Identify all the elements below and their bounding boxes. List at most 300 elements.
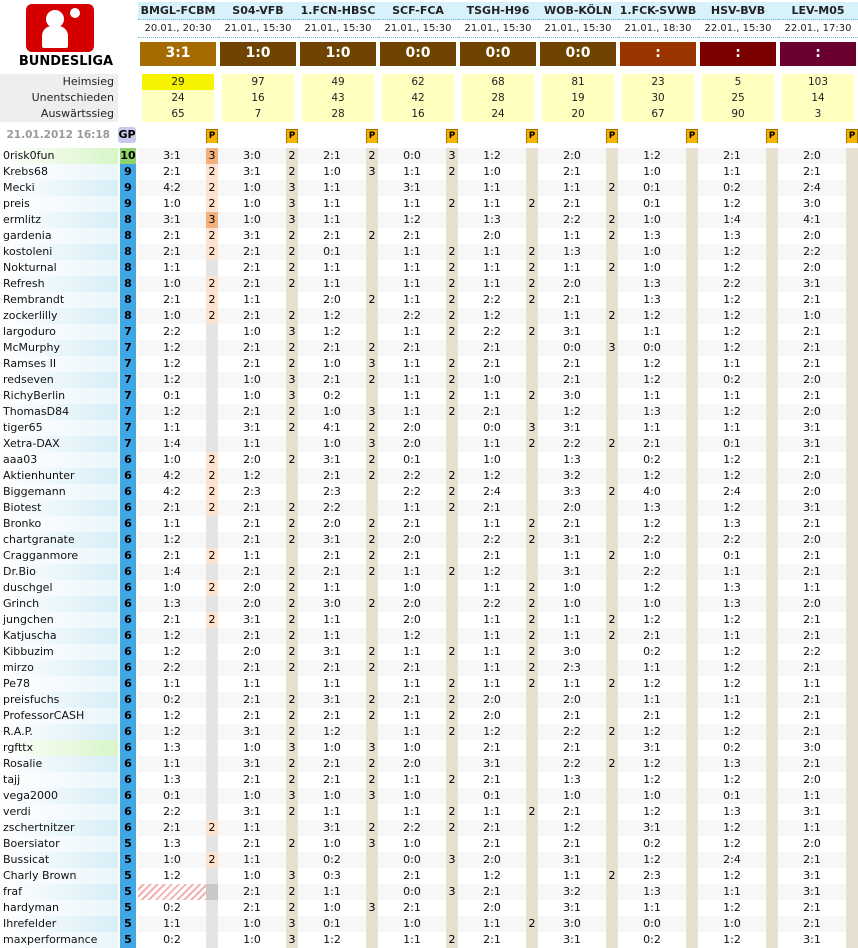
- game-stat: 20: [542, 106, 614, 122]
- player-name[interactable]: duschgel: [0, 580, 118, 596]
- player-points: 2: [366, 420, 378, 436]
- player-gp: 9: [120, 196, 136, 212]
- player-name[interactable]: largoduro: [0, 324, 118, 340]
- player-tip: 1:3: [138, 772, 206, 788]
- player-name[interactable]: aaa03: [0, 452, 118, 468]
- player-points: [206, 932, 218, 948]
- player-tip: 1:4: [138, 564, 206, 580]
- player-points: [846, 836, 858, 852]
- player-points: 2: [446, 708, 458, 724]
- game-stat: 24: [142, 90, 214, 106]
- player-name[interactable]: gardenia: [0, 228, 118, 244]
- player-tip: 2:2: [618, 564, 686, 580]
- player-points: 2: [606, 212, 618, 228]
- game-date: 21.01., 15:30: [298, 20, 378, 38]
- player-name[interactable]: zschertnitzer: [0, 820, 118, 836]
- player-tip: 2:1: [298, 708, 366, 724]
- player-tip: 1:1: [618, 692, 686, 708]
- player-points: 2: [526, 196, 538, 212]
- player-points: [686, 468, 698, 484]
- player-tip: 1:0: [378, 916, 446, 932]
- player-tip: 2:0: [378, 596, 446, 612]
- player-tip: 1:2: [698, 292, 766, 308]
- player-tip: 1:3: [698, 596, 766, 612]
- player-tip: 1:0: [218, 868, 286, 884]
- player-tip: 2:1: [458, 548, 526, 564]
- player-tip: 1:1: [458, 628, 526, 644]
- bundesliga-logo[interactable]: [16, 2, 116, 68]
- player-points: [686, 436, 698, 452]
- player-tip: 1:1: [378, 564, 446, 580]
- player-tip: 0:0: [378, 148, 446, 164]
- player-tip: 1:2: [138, 644, 206, 660]
- player-points: [846, 868, 858, 884]
- player-tip: 0:1: [138, 788, 206, 804]
- player-tip: 2:1: [778, 692, 846, 708]
- player-points: [686, 612, 698, 628]
- player-points: [766, 404, 778, 420]
- player-name[interactable]: Dr.Bio: [0, 564, 118, 580]
- player-points: [686, 532, 698, 548]
- player-name[interactable]: ermlitz: [0, 212, 118, 228]
- player-points: 2: [206, 292, 218, 308]
- player-points: 2: [606, 612, 618, 628]
- player-tip: 1:2: [698, 836, 766, 852]
- player-points: [846, 820, 858, 836]
- player-points: [766, 628, 778, 644]
- player-name[interactable]: Bronko: [0, 516, 118, 532]
- player-tip: 1:1: [458, 676, 526, 692]
- player-name[interactable]: Biggemann: [0, 484, 118, 500]
- player-points: [766, 676, 778, 692]
- player-tip: 3:2: [538, 468, 606, 484]
- player-points: 2: [286, 596, 298, 612]
- player-points: [686, 916, 698, 932]
- player-points: [686, 628, 698, 644]
- game-name: 1.FCN-HBSC: [298, 2, 378, 20]
- player-tip: 2:1: [778, 724, 846, 740]
- player-gp: 6: [120, 484, 136, 500]
- player-points: 2: [526, 388, 538, 404]
- player-points: [526, 356, 538, 372]
- player-tip: 1:1: [458, 196, 526, 212]
- player-tip: 2:1: [458, 836, 526, 852]
- player-points: 2: [206, 500, 218, 516]
- points-icon: P: [206, 129, 218, 143]
- player-tip: 1:1: [378, 676, 446, 692]
- player-gp: 6: [120, 564, 136, 580]
- player-points: [206, 404, 218, 420]
- player-name[interactable]: Mecki: [0, 180, 118, 196]
- player-name[interactable]: chartgranate: [0, 532, 118, 548]
- player-name[interactable]: hardyman: [0, 900, 118, 916]
- player-tip: 2:1: [458, 500, 526, 516]
- player-tip: 1:2: [138, 532, 206, 548]
- player-points: [686, 244, 698, 260]
- player-name[interactable]: 0risk0fun: [0, 148, 118, 164]
- player-gp: 7: [120, 356, 136, 372]
- player-points: [846, 596, 858, 612]
- player-name[interactable]: McMurphy: [0, 340, 118, 356]
- player-name[interactable]: Katjuscha: [0, 628, 118, 644]
- player-tip: 2:1: [378, 692, 446, 708]
- player-gp: 7: [120, 324, 136, 340]
- player-name[interactable]: Cragganmore: [0, 548, 118, 564]
- player-points: [846, 292, 858, 308]
- player-points: [766, 532, 778, 548]
- player-tip: 1:1: [458, 388, 526, 404]
- player-points: [526, 372, 538, 388]
- player-gp: 7: [120, 340, 136, 356]
- player-name[interactable]: Rembrandt: [0, 292, 118, 308]
- player-points: [286, 548, 298, 564]
- player-points: [446, 340, 458, 356]
- game-name: HSV-BVB: [698, 2, 778, 20]
- player-name[interactable]: tajj: [0, 772, 118, 788]
- game-stat: 25: [702, 90, 774, 106]
- player-points: 2: [206, 612, 218, 628]
- player-gp: 6: [120, 644, 136, 660]
- player-tip: 2:1: [458, 772, 526, 788]
- player-tip: 2:0: [218, 596, 286, 612]
- player-points: [286, 484, 298, 500]
- player-points: [766, 196, 778, 212]
- player-name[interactable]: maxperformance: [0, 932, 118, 948]
- player-tip: 1:4: [138, 436, 206, 452]
- player-points: 2: [446, 692, 458, 708]
- game-score: 0:0: [460, 42, 536, 66]
- player-tip: 1:1: [698, 628, 766, 644]
- player-points: [766, 276, 778, 292]
- player-name[interactable]: tiger65: [0, 420, 118, 436]
- player-tip: 2:1: [538, 356, 606, 372]
- player-name[interactable]: ThomasD84: [0, 404, 118, 420]
- player-tip: 0:0: [618, 340, 686, 356]
- player-tip: 1:1: [378, 804, 446, 820]
- player-points: [366, 244, 378, 260]
- player-tip: 1:1: [378, 644, 446, 660]
- player-points: [526, 740, 538, 756]
- player-points: 2: [526, 260, 538, 276]
- player-points: 2: [446, 676, 458, 692]
- player-tip: 4:0: [618, 484, 686, 500]
- player-tip: 2:0: [218, 580, 286, 596]
- player-name[interactable]: Pe78: [0, 676, 118, 692]
- player-name[interactable]: kostoleni: [0, 244, 118, 260]
- player-points: 3: [366, 900, 378, 916]
- player-points: [846, 148, 858, 164]
- player-points: [606, 372, 618, 388]
- player-gp: 6: [120, 708, 136, 724]
- player-points: [526, 452, 538, 468]
- player-tip: 2:1: [378, 516, 446, 532]
- player-name[interactable]: Boersiator: [0, 836, 118, 852]
- player-name[interactable]: R.A.P.: [0, 724, 118, 740]
- player-name[interactable]: ProfessorCASH: [0, 708, 118, 724]
- player-name[interactable]: Krebs68: [0, 164, 118, 180]
- player-points: 2: [526, 276, 538, 292]
- player-tip: 2:1: [778, 516, 846, 532]
- player-gp: 7: [120, 388, 136, 404]
- player-points: 2: [286, 884, 298, 900]
- player-tip: 1:1: [218, 852, 286, 868]
- player-points: 2: [606, 756, 618, 772]
- player-tip: 1:2: [378, 628, 446, 644]
- player-tip: 1:0: [218, 916, 286, 932]
- player-name[interactable]: verdi: [0, 804, 118, 820]
- player-tip: 1:1: [298, 884, 366, 900]
- game-stat: 29: [142, 74, 214, 90]
- player-gp: 6: [120, 628, 136, 644]
- player-tip: 4:2: [138, 180, 206, 196]
- player-tip: 3:1: [538, 420, 606, 436]
- player-points: 3: [206, 148, 218, 164]
- player-points: [446, 180, 458, 196]
- player-tip: 1:1: [378, 196, 446, 212]
- player-points: [766, 148, 778, 164]
- game-date: 21.01., 15:30: [218, 20, 298, 38]
- player-name[interactable]: jungchen: [0, 612, 118, 628]
- player-name[interactable]: Grinch: [0, 596, 118, 612]
- player-tip: 3:1: [778, 420, 846, 436]
- player-tip: 2:1: [218, 708, 286, 724]
- player-points: [286, 676, 298, 692]
- gp-header: GP: [118, 128, 136, 141]
- player-tip: 0:2: [618, 644, 686, 660]
- player-points: 2: [206, 852, 218, 868]
- player-tip: 1:1: [778, 820, 846, 836]
- player-points: [766, 644, 778, 660]
- player-tip: 2:1: [538, 292, 606, 308]
- player-tip: 3:0: [538, 388, 606, 404]
- player-name[interactable]: Nokturnal: [0, 260, 118, 276]
- player-points: [606, 292, 618, 308]
- player-tip: 1:3: [618, 276, 686, 292]
- player-points: 2: [206, 228, 218, 244]
- player-tip: 1:4: [698, 212, 766, 228]
- player-tip: 1:2: [538, 820, 606, 836]
- player-points: 2: [526, 804, 538, 820]
- player-tip: 1:1: [298, 260, 366, 276]
- player-tip: 2:2: [138, 804, 206, 820]
- player-tip: 0:1: [298, 244, 366, 260]
- player-name[interactable]: fraf: [0, 884, 118, 900]
- player-name[interactable]: mirzo: [0, 660, 118, 676]
- player-tip: 2:0: [378, 756, 446, 772]
- player-name[interactable]: RichyBerlin: [0, 388, 118, 404]
- game-stat: 49: [302, 74, 374, 90]
- player-points: [846, 420, 858, 436]
- player-points: [446, 532, 458, 548]
- player-name[interactable]: Ramses II: [0, 356, 118, 372]
- player-tip: 0:2: [698, 740, 766, 756]
- player-name[interactable]: Biotest: [0, 500, 118, 516]
- player-tip: 1:2: [138, 724, 206, 740]
- player-tip: 2:0: [778, 772, 846, 788]
- player-tip: 2:1: [298, 756, 366, 772]
- player-tip: 1:2: [698, 404, 766, 420]
- player-points: 2: [526, 660, 538, 676]
- player-tip: 1:1: [378, 372, 446, 388]
- player-name[interactable]: preis: [0, 196, 118, 212]
- player-points: [846, 676, 858, 692]
- player-points: 2: [606, 436, 618, 452]
- player-points: [526, 404, 538, 420]
- player-points: [206, 628, 218, 644]
- player-tip: 1:0: [458, 164, 526, 180]
- game-score: :: [780, 42, 856, 66]
- player-tip: 1:1: [298, 180, 366, 196]
- player-tip: 1:0: [138, 308, 206, 324]
- player-tip: 1:1: [698, 420, 766, 436]
- player-name[interactable]: Bussicat: [0, 852, 118, 868]
- player-points: 2: [606, 228, 618, 244]
- player-points: [446, 756, 458, 772]
- player-points: [846, 756, 858, 772]
- player-gp: 6: [120, 692, 136, 708]
- player-tip: 2:1: [538, 196, 606, 212]
- player-tip: 1:0: [298, 164, 366, 180]
- player-points: [526, 900, 538, 916]
- p-header: [606, 127, 618, 143]
- player-tip: 1:2: [458, 868, 526, 884]
- player-points: 2: [366, 516, 378, 532]
- game-stat: 43: [302, 90, 374, 106]
- player-tip: 2:1: [218, 356, 286, 372]
- player-tip: 0:0: [538, 340, 606, 356]
- player-points: [846, 436, 858, 452]
- game-stat: 81: [542, 74, 614, 90]
- player-tip: 1:2: [698, 724, 766, 740]
- game-score: :: [620, 42, 696, 66]
- player-points: [446, 212, 458, 228]
- player-points: [686, 676, 698, 692]
- player-points: [766, 756, 778, 772]
- player-tip: 2:2: [618, 532, 686, 548]
- game-score: 1:0: [220, 42, 296, 66]
- p-header: [846, 127, 858, 143]
- player-name[interactable]: Refresh: [0, 276, 118, 292]
- player-points: [686, 692, 698, 708]
- player-points: 2: [206, 164, 218, 180]
- player-tip: 2:1: [458, 820, 526, 836]
- player-tip: 0:1: [138, 388, 206, 404]
- player-points: 3: [446, 884, 458, 900]
- stat-label: Unentschieden: [31, 91, 114, 104]
- player-points: [606, 244, 618, 260]
- game-date: 22.01., 15:30: [698, 20, 778, 38]
- player-points: [606, 884, 618, 900]
- player-name[interactable]: zockerlilly: [0, 308, 118, 324]
- player-tip: 1:3: [618, 884, 686, 900]
- player-points: [526, 820, 538, 836]
- player-points: [446, 436, 458, 452]
- p-header: [526, 127, 538, 143]
- player-tip: 2:1: [218, 404, 286, 420]
- player-points: [446, 836, 458, 852]
- player-name[interactable]: Ihrefelder: [0, 916, 118, 932]
- game-stat: 62: [382, 74, 454, 90]
- player-name[interactable]: preisfuchs: [0, 692, 118, 708]
- player-points: 2: [606, 180, 618, 196]
- player-points: [846, 708, 858, 724]
- player-points: [206, 356, 218, 372]
- player-name[interactable]: vega2000: [0, 788, 118, 804]
- player-points: 2: [366, 340, 378, 356]
- points-icon: P: [686, 129, 698, 143]
- player-points: [206, 644, 218, 660]
- player-gp: 7: [120, 404, 136, 420]
- points-icon: P: [286, 129, 298, 143]
- player-name[interactable]: Charly Brown: [0, 868, 118, 884]
- player-points: 2: [286, 724, 298, 740]
- player-tip: 2:1: [778, 292, 846, 308]
- player-points: [686, 148, 698, 164]
- player-points: 2: [286, 660, 298, 676]
- player-points: [206, 420, 218, 436]
- player-tip: 1:2: [618, 356, 686, 372]
- player-tip: 2:1: [778, 564, 846, 580]
- player-gp: 6: [120, 788, 136, 804]
- player-tip: 3:1: [298, 692, 366, 708]
- player-tip: 2:0: [538, 692, 606, 708]
- player-tip: 3:0: [778, 196, 846, 212]
- player-name[interactable]: rgfttx: [0, 740, 118, 756]
- player-points: 2: [286, 836, 298, 852]
- player-tip: 2:1: [218, 340, 286, 356]
- player-gp: 6: [120, 548, 136, 564]
- player-points: [686, 420, 698, 436]
- points-icon: P: [526, 129, 538, 143]
- player-tip: 3:1: [218, 804, 286, 820]
- player-tip: 2:0: [458, 228, 526, 244]
- player-tip: 1:0: [298, 436, 366, 452]
- player-name[interactable]: Xetra-DAX: [0, 436, 118, 452]
- player-tip: 1:2: [538, 404, 606, 420]
- player-name[interactable]: redseven: [0, 372, 118, 388]
- player-tip: 1:1: [378, 244, 446, 260]
- player-points: 2: [526, 644, 538, 660]
- player-points: 2: [446, 276, 458, 292]
- player-gp: 6: [120, 804, 136, 820]
- player-tip: 1:1: [378, 260, 446, 276]
- player-tip: 1:1: [618, 324, 686, 340]
- player-tip: 2:1: [298, 772, 366, 788]
- player-gp: 8: [120, 228, 136, 244]
- player-tip: 1:1: [458, 436, 526, 452]
- player-name[interactable]: Aktienhunter: [0, 468, 118, 484]
- player-points: 2: [206, 196, 218, 212]
- player-points: [766, 436, 778, 452]
- stat-label: Auswärtssieg: [40, 107, 114, 120]
- player-name[interactable]: Rosalie: [0, 756, 118, 772]
- player-gp: 5: [120, 868, 136, 884]
- game-name: LEV-M05: [778, 2, 858, 20]
- player-tip: 2:2: [458, 292, 526, 308]
- player-tip: 1:1: [698, 388, 766, 404]
- player-gp: 7: [120, 420, 136, 436]
- player-points: 2: [206, 580, 218, 596]
- points-icon: P: [366, 129, 378, 143]
- player-tip: 1:1: [538, 260, 606, 276]
- player-points: [686, 276, 698, 292]
- player-tip: 2:1: [378, 228, 446, 244]
- player-points: [846, 660, 858, 676]
- player-points: [846, 580, 858, 596]
- player-name[interactable]: Kibbuzim: [0, 644, 118, 660]
- player-points: [366, 852, 378, 868]
- player-tip: 1:0: [218, 180, 286, 196]
